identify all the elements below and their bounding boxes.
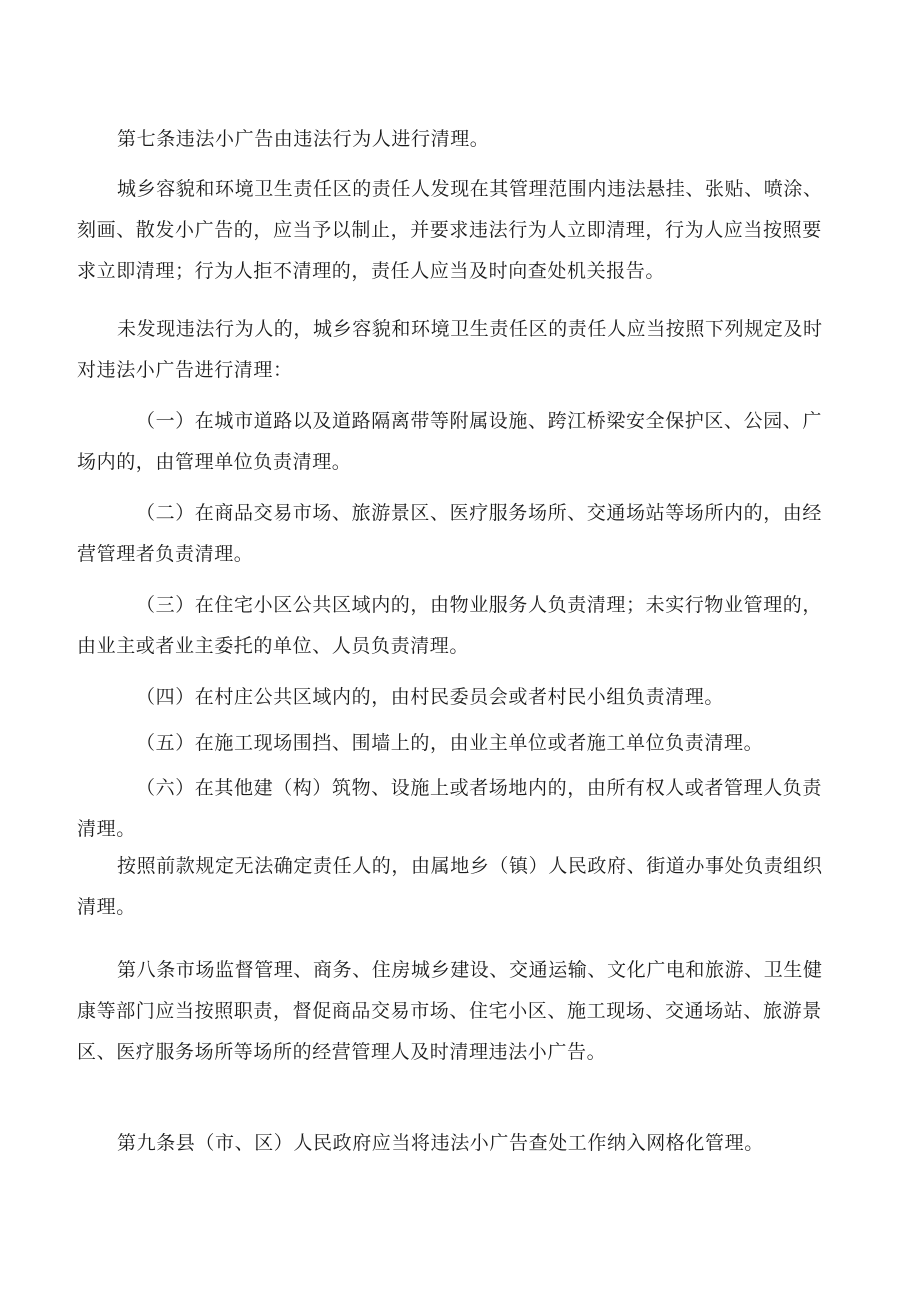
article-7-item-2: （二）在商品交易市场、旅游景区、医疗服务场所、交通场站等场所内的，由经营管理者负责清理。 — [77, 502, 823, 565]
article-7-item-6: （六）在其他建（构）筑物、设施上或者场地内的，由所有权人或者管理人负责清理。 — [77, 777, 823, 840]
article-8-paragraph: 第八条市场监督管理、商务、住房城乡建设、交通运输、文化广电和旅游、卫生健康等部门应当按照职责，督促商品交易市场、住宅小区、施工现场、交通场站、旅游景区、医疗服务场所等场所的经营管理人及时清理违法小广告。 — [77, 959, 823, 1063]
article-9-paragraph: 第九条县（市、区）人民政府应当将违法小广告查处工作纳入网格化管理。 — [117, 1132, 764, 1154]
article-7-item-3: （三）在住宅小区公共区域内的，由物业服务人负责清理；未实行物业管理的，由业主或者业主委托的单位、人员负责清理。 — [77, 594, 823, 657]
article-7-item-5: （五）在施工现场围挡、围墙上的，由业主单位或者施工单位负责清理。 — [136, 732, 764, 754]
article-7-paragraph-undetermined: 按照前款规定无法确定责任人的，由属地乡（镇）人民政府、街道办事处负责组织清理。 — [77, 855, 823, 918]
article-7-paragraph-responsible: 城乡容貌和环境卫生责任区的责任人发现在其管理范围内违法悬挂、张贴、喷涂、刻画、散发小广告的，应当予以制止，并要求违法行为人立即清理，行为人应当按照要求立即清理；行为人拒不清理的，责任人应当及时向查处机关报告。 — [77, 178, 823, 282]
article-7-paragraph-not-found: 未发现违法行为人的，城乡容貌和环境卫生责任区的责任人应当按照下列规定及时对违法小广告进行清理： — [77, 318, 823, 381]
article-7-item-4: （四）在村庄公共区域内的，由村民委员会或者村民小组负责清理。 — [136, 686, 725, 708]
article-7-heading: 第七条违法小广告由违法行为人进行清理。 — [117, 128, 490, 150]
article-7-item-1: （一）在城市道路以及道路隔离带等附属设施、跨江桥梁安全保护区、公园、广场内的，由管理单位负责清理。 — [77, 410, 823, 473]
